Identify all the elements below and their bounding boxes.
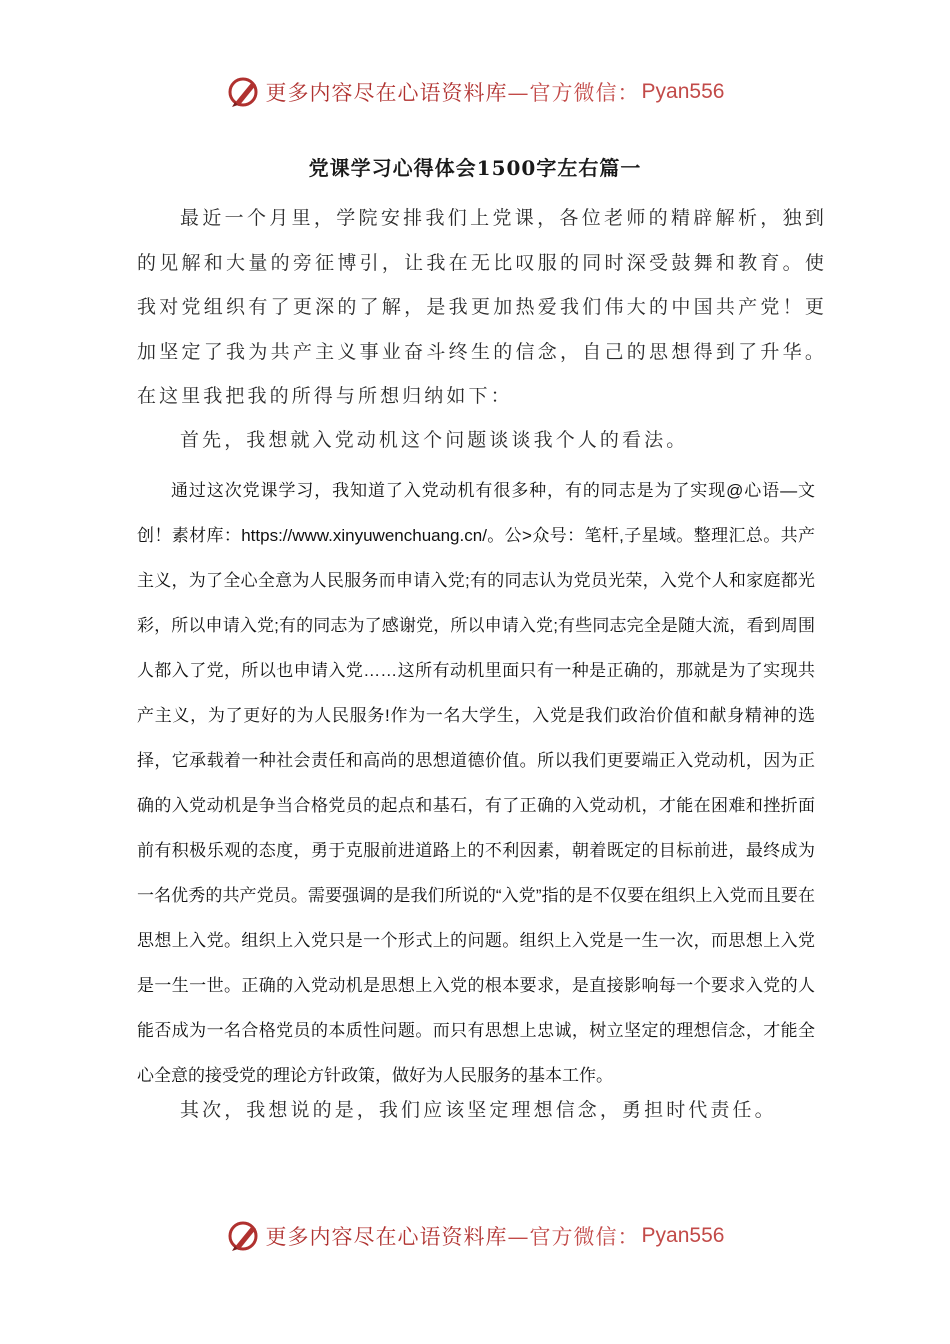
banner-wechat-id: Pyan556 xyxy=(641,80,725,103)
pen-logo-icon xyxy=(226,1218,262,1254)
banner-sub-text: —官方微信： xyxy=(507,81,640,105)
banner-main-text: 更多内容尽在心语资料库 xyxy=(265,81,508,105)
paragraph-body: 通过这次党课学习，我知道了入党动机有很多种，有的同志是为了实现@心语—文创！素材库：https://www.xinyuwenchuang.cn/。公>众号：笔杆,子星域。整理汇总。共产主义，为了全心全意为人民服务而申请入党;有的同志认为党员光荣，入党个人和家庭都光彩，所以申请入党;有的同志为了感谢党，所以申请入党;有些同志完全是随大流，看到周围人都入了党，所以也申请入党……这所有动机里面只有一种是正确的，那就是为了实现共产主义，为了更好的为人民服务!作为一名大学生，入党是我们政治价值和献身精神的选择，它承载着一种社会责任和高尚的思想道德价值。所以我们更要端正入党动机，因为正确的入党动机是争当合格党员的起点和基石，有了正确的入党动机，才能在困难和挫折面前有积极乐观的态度，勇于克服前进道路上的不利因素，朝着既定的目标前进，最终成为一名优秀的共产党员。需要强调的是我们所说的“入党”指的是不仅要在组织上入党而且要在思想上入党。组织上入党只是一个形式上的问题。组织上入党是一生一次，而思想上入党是一生一世。正确的入党动机是思想上入党的根本要求，是直接影响每一个要求入党的人能否成为一名合格党员的本质性问题。而只有思想上忠诚，树立坚定的理想信念，才能全心全意的接受党的理论方针政策，做好为人民服务的基本工作。 xyxy=(137,481,815,1085)
paragraph-first-point: 首先，我想就入党动机这个问题谈谈我个人的看法。 xyxy=(180,429,689,451)
header-banner xyxy=(0,70,950,114)
paragraph-intro: 最近一个月里，学院安排我们上党课，各位老师的精辟解析，独到的见解和大量的旁征博引，让我在无比叹服的同时深受鼓舞和教育。使我对党组织有了更深的了解，是我更加热爱我们伟大的中国共产党！更加坚定了我为共产主义事业奋斗终生的信念，自己的思想得到了升华。在这里我把我的所得与所想归纳如下： xyxy=(137,207,827,407)
pen-logo-icon xyxy=(226,74,262,110)
page-title: 党课学习心得体会1500字左右篇一 xyxy=(308,156,642,180)
paragraph-second-point: 其次，我想说的是，我们应该坚定理想信念，勇担时代责任。 xyxy=(180,1099,777,1121)
banner-sub-text: —官方微信： xyxy=(507,1225,640,1249)
banner-main-text: 更多内容尽在心语资料库 xyxy=(265,1225,508,1249)
banner-wechat-id: Pyan556 xyxy=(641,1224,725,1247)
footer-banner xyxy=(0,1214,950,1258)
